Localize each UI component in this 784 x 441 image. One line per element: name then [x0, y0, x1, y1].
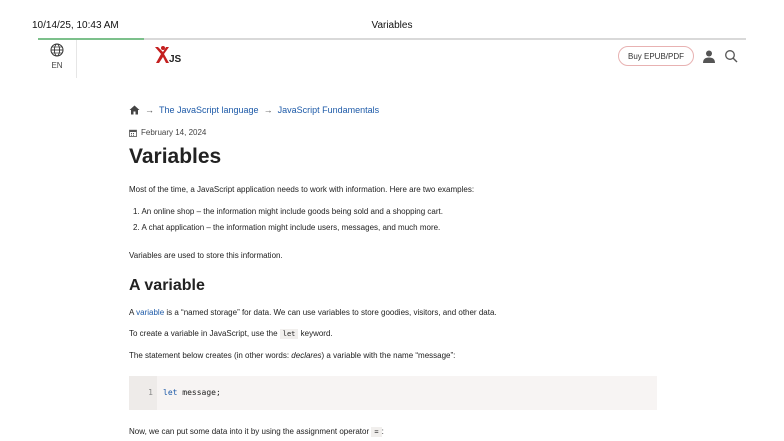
assignment-text-a: Now, we can put some data into it by using the assignment operator	[129, 427, 372, 436]
print-date: 10/14/25, 10:43 AM	[32, 20, 119, 31]
statement-text-a: The statement below creates (in other words:	[129, 351, 292, 360]
intro-paragraph: Most of the time, a JavaScript application needs to work with information. Here are two examples:	[129, 185, 475, 194]
assignment-text-b: :	[381, 427, 384, 436]
article-date	[129, 128, 206, 137]
print-header	[0, 0, 784, 38]
breadcrumb-link-javascript-language[interactable]: The JavaScript language	[159, 105, 259, 115]
topbar-border	[38, 38, 746, 40]
definition-text-a: A	[129, 308, 137, 317]
create-paragraph	[129, 329, 333, 338]
breadcrumb-separator: →	[145, 105, 154, 115]
statement-emphasis: declares	[291, 351, 322, 360]
search-icon[interactable]	[724, 49, 738, 63]
print-title: Variables	[371, 20, 413, 31]
statement-paragraph	[129, 351, 455, 360]
code-line-number: 1	[148, 388, 153, 397]
list-item: 1. An online shop – the information might include goods being sold and a shopping cart.	[133, 207, 443, 216]
breadcrumb-separator: →	[263, 105, 273, 115]
statement-text-b: ) a variable with the name “message”:	[321, 351, 456, 360]
code-keyword: let	[163, 388, 178, 397]
buy-epub-pdf-button[interactable]: Buy EPUB/PDF	[618, 46, 694, 66]
purpose-paragraph: Variables are used to store this information.	[129, 251, 283, 260]
language-label: EN	[51, 61, 63, 70]
breadcrumb	[129, 105, 379, 115]
section-title: A variable	[129, 277, 205, 294]
code-gutter	[129, 376, 157, 410]
code-line	[163, 388, 221, 397]
definition-paragraph	[129, 308, 497, 317]
calendar-icon	[129, 129, 137, 137]
inline-code-let: let	[280, 329, 299, 339]
home-icon[interactable]	[129, 105, 140, 115]
svg-text:JS: JS	[169, 54, 182, 65]
definition-text-b: is a “named storage” for data. We can use variables to store goodies, visitors, and other data.	[164, 308, 497, 317]
logo-icon[interactable]	[152, 44, 188, 66]
code-block[interactable]	[129, 376, 657, 410]
page-title: Variables	[129, 145, 222, 168]
language-switcher[interactable]	[38, 40, 77, 78]
breadcrumb-link-javascript-fundamentals[interactable]: JavaScript Fundamentals	[277, 105, 380, 115]
assignment-paragraph	[129, 427, 384, 436]
globe-icon	[50, 43, 64, 57]
user-icon[interactable]	[702, 49, 716, 63]
variable-link[interactable]: variable	[136, 308, 165, 317]
list-item: 2. A chat application – the information might include users, messages, and much more.	[133, 223, 441, 232]
article-date-text: February 14, 2024	[141, 128, 207, 137]
create-text-a: To create a variable in JavaScript, use the	[129, 329, 280, 338]
create-text-b: keyword.	[298, 329, 333, 338]
inline-code-assign: =	[371, 427, 381, 437]
code-rest: message;	[177, 388, 221, 397]
